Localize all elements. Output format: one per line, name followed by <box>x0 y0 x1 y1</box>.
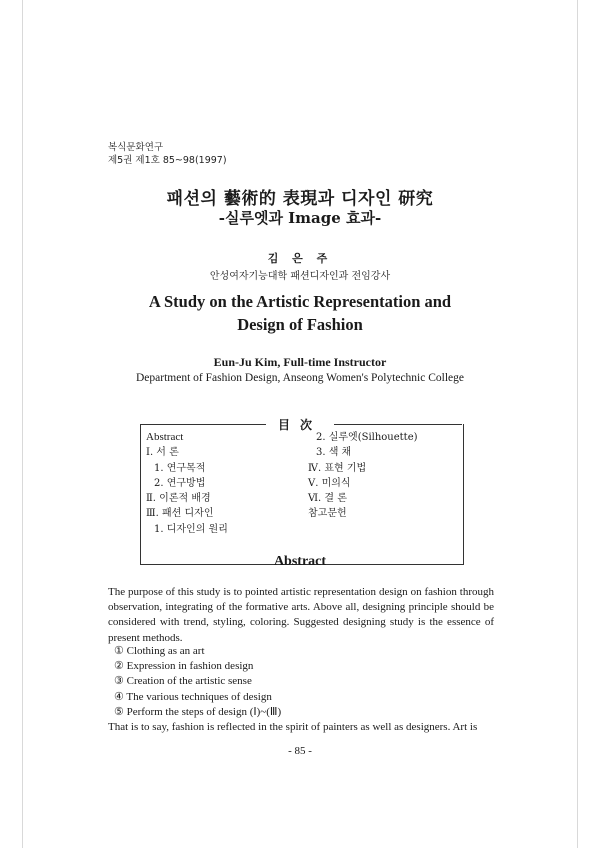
toc-item: 1. 디자인의 원리 <box>154 523 228 535</box>
page-number: - 85 - <box>288 745 312 757</box>
toc-item: 2. 실루엣(Silhouette) <box>316 432 418 443</box>
title-korean: 패션의 藝術的 表現과 디자인 研究 <box>166 189 434 209</box>
abstract-heading: Abstract <box>273 554 327 569</box>
list-item: ⑤ Perform the steps of design (Ⅰ)~(Ⅲ) <box>114 705 282 718</box>
list-item: ④ The various techniques of design <box>114 690 272 703</box>
toc-left-column <box>146 430 228 537</box>
page-edge-right <box>577 0 578 848</box>
toc-item: Abstract <box>146 431 184 443</box>
toc-right-column <box>308 430 418 522</box>
toc-item: Ⅰ. 서 론 <box>146 447 179 459</box>
affiliation-korean: 안성여자기능대학 패션디자인과 전임강사 <box>209 271 391 282</box>
toc-heading: 目次 <box>277 418 322 432</box>
list-item: ① Clothing as an art <box>114 645 205 657</box>
list-item: ② Expression in fashion design <box>114 660 254 673</box>
abstract-continuation: That is to say, fashion is reflected in the spirit of painters as well as designers. Art is <box>108 721 478 733</box>
journal-info <box>108 141 227 167</box>
toc-item: Ⅵ. 결 론 <box>308 493 347 505</box>
toc-item: Ⅳ. 표현 기법 <box>308 462 367 474</box>
title-english-line1: A Study on the Artistic Representation and <box>148 292 452 311</box>
toc-item: 참고문헌 <box>308 508 347 520</box>
toc-item: Ⅲ. 패션 디자인 <box>146 508 214 520</box>
toc-item: Ⅴ. 미의식 <box>308 477 351 489</box>
toc-item: Ⅱ. 이론적 배경 <box>146 493 211 505</box>
toc-item: 2. 연구방법 <box>154 477 206 489</box>
author-korean: 김 은 주 <box>267 252 333 265</box>
page-edge-left <box>22 0 23 848</box>
subtitle-korean: -실루엣과 Image 효과- <box>218 209 382 227</box>
title-english-line2: Design of Fashion <box>237 315 363 334</box>
abstract-list <box>114 644 281 720</box>
list-item: ③ Creation of the artistic sense <box>114 675 252 688</box>
affiliation-english: Department of Fashion Design, Anseong Women's Polytechnic College <box>136 372 464 384</box>
journal-volume: 제5권 제1호 85~98(1997) <box>108 155 227 166</box>
toc-item: 1. 연구목적 <box>154 462 206 474</box>
toc-item: 3. 색 채 <box>316 447 352 459</box>
journal-name: 복식문화연구 <box>108 142 164 153</box>
author-english: Eun-Ju Kim, Full-time Instructor <box>213 355 387 369</box>
title-english <box>0 290 600 336</box>
abstract-paragraph-text: The purpose of this study is to pointed artistic representation design on fashion through observation, integrating of the formative arts. Above all, designing principle should be considered with trend, styling, coloring. Suggested designing study is the essence of present methods. <box>108 586 494 644</box>
abstract-paragraph <box>108 585 494 646</box>
